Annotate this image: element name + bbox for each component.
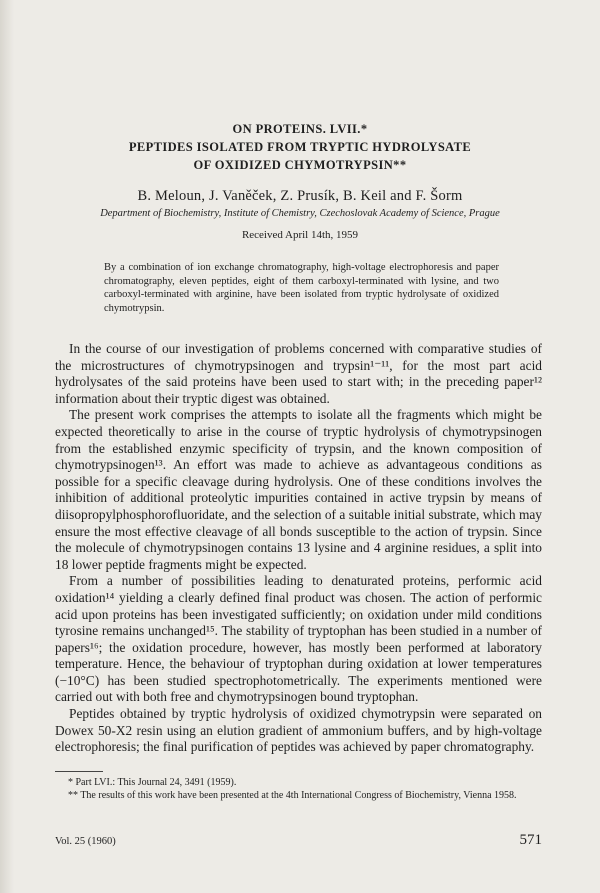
title-line: OF OXIDIZED CHYMOTRYPSIN** <box>193 158 407 172</box>
footnote-divider <box>55 771 103 772</box>
footnote: ** The results of this work have been presented at the 4th International Congress of Biochemistry, Vienna 1958. <box>68 789 517 801</box>
author-list: B. Meloun, J. Vaněček, Z. Prusík, B. Keil and F. Šorm <box>137 188 463 204</box>
footnote: * Part LVI.: This Journal 24, 3491 (1959). <box>68 777 237 788</box>
page-number: 571 <box>519 832 542 848</box>
affiliation: Department of Biochemistry, Institute of Chemistry, Czechoslovak Academy of Science, Prague <box>100 208 500 219</box>
body-paragraph: Peptides obtained by tryptic hydrolysis of oxidized chymotrypsin were separated on Dowex 50-X2 resin using an elution gradient of ammonium buffers, and by high-voltage electrophoresis; the final purification of peptides was achieved by paper chromatography. <box>55 706 542 755</box>
volume-label: Vol. 25 (1960) <box>55 836 116 847</box>
title-line: PEPTIDES ISOLATED FROM TRYPTIC HYDROLYSATE <box>128 140 472 154</box>
title-line: ON PROTEINS. LVII.* <box>232 122 368 136</box>
abstract: By a combination of ion exchange chromatography, high-voltage electrophoresis and paper chromatography, eleven peptides, eight of them carboxyl-terminated with lysine, and two carboxyl-terminated with arginine, have been isolated from tryptic hydrolysate of oxidized chymotrypsin. <box>104 262 499 314</box>
body-paragraph: The present work comprises the attempts to isolate all the fragments which might be expected theoretically to arise in the course of tryptic hydrolysis of chymotrypsinogen from the established enzymic specificity of trypsin, and the known composition of chymotrypsinogen¹³. An effort was made to achieve as advantageous conditions as possible for a specific cleavage during hydrolysis. One of these conditions involves the inhibition of additional proteolytic impurities contained in active trypsin by means of diisopropylphosphorofluoridate, and the selection of a suitable initial substrate, which may ensure the most effective cleavage of all bonds susceptible to the action of trypsin. Since the molecule of chymotrypsinogen contains 13 lysine and 4 arginine residues, a split into 18 lower peptide fragments might be expected. <box>55 407 542 572</box>
body-paragraph: From a number of possibilities leading to denaturated proteins, performic acid oxidation¹⁴ yielding a clearly defined final product was chosen. The action of performic acid upon proteins has been investigated sufficiently; on oxidation under mild conditions tyrosine remains unchanged¹⁵. The stability of tryptophan has been studied in a number of papers¹⁶; the oxidation procedure, however, has mostly been performed at laboratory temperature. Hence, the behaviour of tryptophan during oxidation at lower temperatures (−10°C) has been studied spectrophotometrically. The experiments mentioned were carried out with both free and chymotrypsinogen bound tryptophan. <box>55 573 542 705</box>
page-footer <box>55 832 542 849</box>
article-title <box>40 120 560 174</box>
article-body <box>55 341 542 756</box>
body-paragraph: In the course of our investigation of problems concerned with comparative studies of the microstructures of chymotrypsinogen and trypsin¹⁻¹¹, for the most part acid hydrolysates of the said proteins have been used to start with; in the preceding paper¹² information about their tryptic digest was obtained. <box>55 341 542 406</box>
article-header <box>40 120 560 241</box>
footnotes <box>68 777 542 802</box>
received-date: Received April 14th, 1959 <box>241 229 359 241</box>
